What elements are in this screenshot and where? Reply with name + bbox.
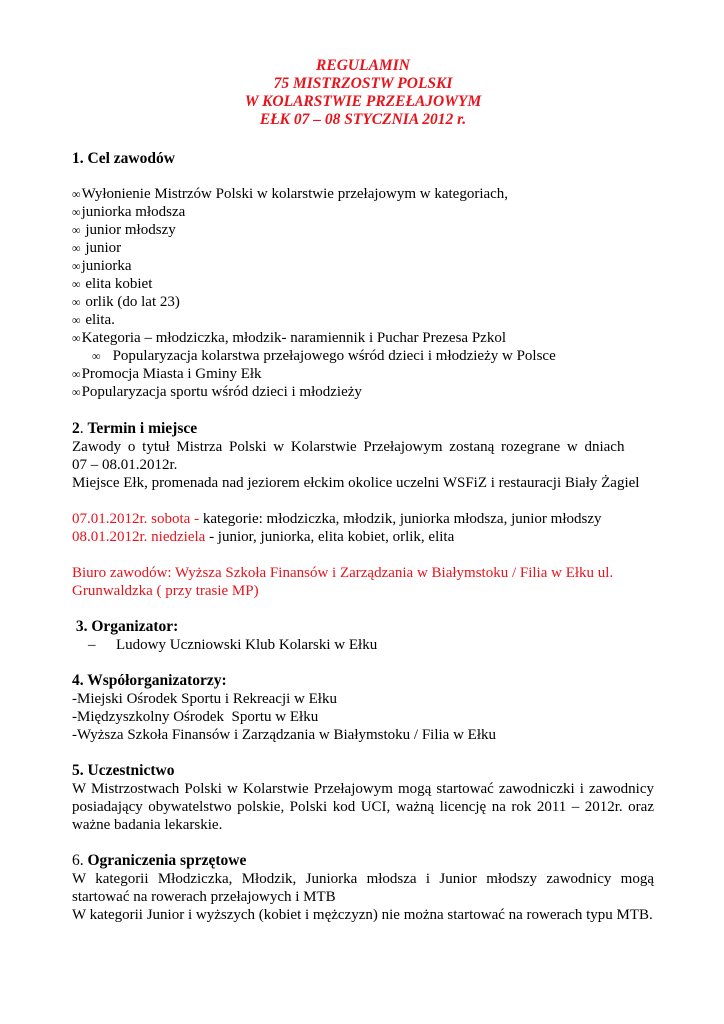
title-line-1: REGULAMIN <box>316 57 410 74</box>
infinity-bullet-icon: ∞ <box>72 223 81 237</box>
infinity-bullet-icon: ∞ <box>72 241 81 255</box>
list-item: ∞Promocja Miasta i Gminy Ełk <box>72 366 262 382</box>
infinity-bullet-icon: ∞ <box>72 313 81 327</box>
section-2-text-1: Zawody o tytuł Mistrza Polski w Kolarstwie Przełajowym zostaną rozegrane w dniach <box>72 439 625 455</box>
section-6-text-1: W kategorii Młodziczka, Młodzik, Juniorka młodsza i Junior młodszy zawodnicy mogą startować na rowerach przełajowych i MTB <box>72 871 654 905</box>
list-item: ∞Wyłonienie Mistrzów Polski w kolarstwie przełajowym w kategoriach, <box>72 186 509 202</box>
section-2-dates: 07 – 08.01.2012r. <box>72 457 178 473</box>
section-3-heading: 3. Organizator: <box>72 618 179 635</box>
infinity-bullet-icon: ∞ <box>72 259 81 273</box>
co-organizer-item: -Miejski Ośrodek Sportu i Rekreacji w Ełku <box>72 691 337 707</box>
list-item: ∞ elita. <box>72 312 115 328</box>
title-line-4: EŁK 07 – 08 STYCZNIA 2012 r. <box>259 111 467 128</box>
list-item: ∞Popularyzacja sportu wśród dzieci i młodzieży <box>72 384 362 400</box>
section-5-heading: 5. Uczestnictwo <box>72 762 175 779</box>
infinity-bullet-icon: ∞ <box>92 349 101 363</box>
list-item: ∞ orlik (do lat 23) <box>72 294 180 310</box>
race-office-line-2: Grunwaldzka ( przy trasie MP) <box>72 583 259 599</box>
co-organizer-item: -Międzyszkolny Ośrodek Sportu w Ełku <box>72 709 319 725</box>
document-title <box>72 57 654 129</box>
section-1-list <box>72 185 654 401</box>
section-5-text: W Mistrzostwach Polski w Kolarstwie Przełajowym mogą startować zawodniczki i zawodnicy posiadający obywatelstwo polskie, Polski kod UCI, ważną licencję na rok 2011 – 2012r. oraz ważne badania lekarskie. <box>72 781 654 833</box>
section-2-venue: Miejsce Ełk, promenada nad jeziorem ełckim okolice uczelni WSFiZ i restauracji Biały Żagiel <box>72 475 640 491</box>
list-item-indented: ∞ Popularyzacja kolarstwa przełajowego wśród dzieci i młodzieży w Polsce <box>92 348 556 364</box>
section-1-heading: 1. Cel zawodów <box>72 150 175 167</box>
co-organizer-item: -Wyższa Szkoła Finansów i Zarządzania w Białymstoku / Filia w Ełku <box>72 727 496 743</box>
list-item: ∞ junior młodszy <box>72 222 176 238</box>
title-line-3: W KOLARSTWIE PRZEŁAJOWYM <box>244 93 482 110</box>
organizer-item: – Ludowy Uczniowski Klub Kolarski w Ełku <box>72 636 654 654</box>
list-item: ∞juniorka <box>72 258 132 274</box>
infinity-bullet-icon: ∞ <box>72 187 81 201</box>
list-item: ∞juniorka młodsza <box>72 204 186 220</box>
document-page <box>72 57 654 924</box>
infinity-bullet-icon: ∞ <box>72 205 81 219</box>
list-item: ∞Kategoria – młodziczka, młodzik- naramiennik i Puchar Prezesa Pzkol <box>72 330 507 346</box>
section-2-heading: 2. Termin i miejsce <box>72 420 198 437</box>
schedule-day-1: 07.01.2012r. sobota - kategorie: młodziczka, młodzik, juniorka młodsza, junior młodszy <box>72 511 602 527</box>
title-line-2: 75 MISTRZOSTW POLSKI <box>273 75 453 92</box>
list-item: ∞ elita kobiet <box>72 276 153 292</box>
infinity-bullet-icon: ∞ <box>72 367 81 381</box>
section-6-heading: 6. Ograniczenia sprzętowe <box>72 852 247 869</box>
infinity-bullet-icon: ∞ <box>72 331 81 345</box>
infinity-bullet-icon: ∞ <box>72 295 81 309</box>
section-6-text-2: W kategorii Junior i wyższych (kobiet i mężczyzn) nie można startować na rowerach typu MTB. <box>72 907 653 923</box>
infinity-bullet-icon: ∞ <box>72 385 81 399</box>
schedule-day-2: 08.01.2012r. niedziela - junior, juniorka, elita kobiet, orlik, elita <box>72 529 455 545</box>
dash-bullet: – <box>88 637 96 653</box>
section-4-heading: 4. Współorganizatorzy: <box>72 672 227 689</box>
list-item: ∞ junior <box>72 240 122 256</box>
infinity-bullet-icon: ∞ <box>72 277 81 291</box>
race-office-line-1: Biuro zawodów: Wyższa Szkoła Finansów i Zarządzania w Białymstoku / Filia w Ełku ul. <box>72 565 614 581</box>
